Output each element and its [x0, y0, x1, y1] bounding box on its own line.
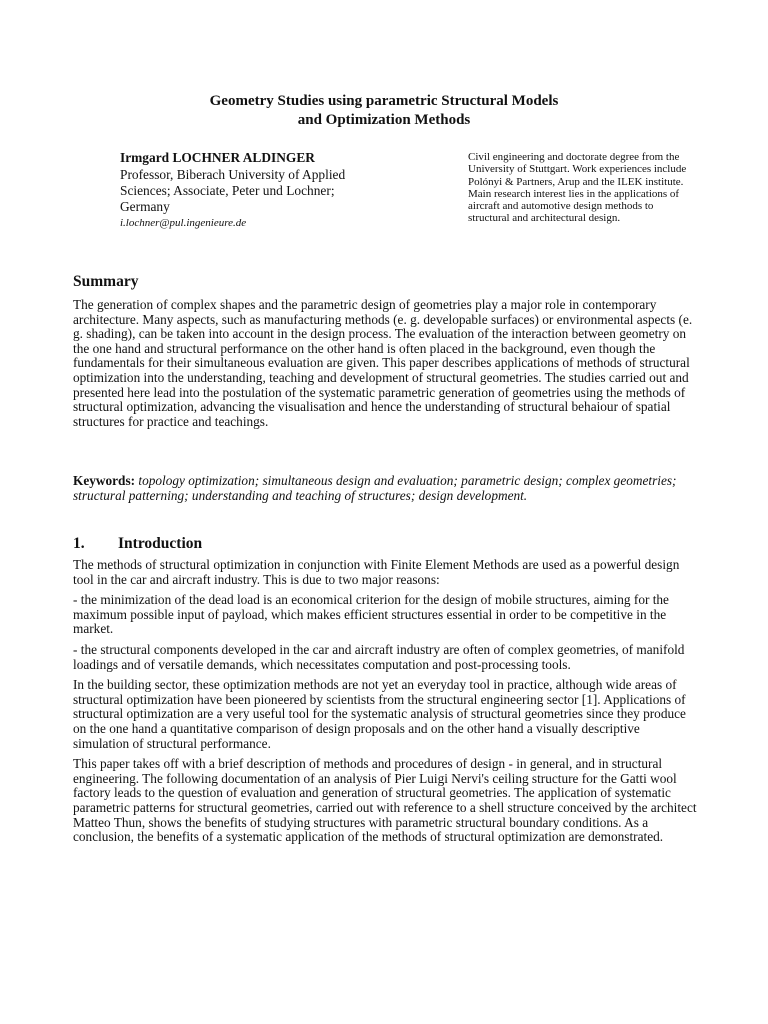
keywords	[73, 474, 697, 503]
paragraph: The methods of structural optimization in conjunction with Finite Element Methods are used as a powerful design tool in the car and aircraft industry. This is due to two major reasons:	[73, 557, 680, 587]
paper-title-line-2: and Optimization Methods	[297, 112, 471, 128]
author-block	[120, 150, 360, 231]
introduction-body	[73, 558, 697, 851]
summary-heading: Summary	[73, 273, 139, 290]
summary-text: The generation of complex shapes and the parametric design of geometries play a major role in contemporary architecture. Many aspects, such as manufacturing methods (e. g. developable surfaces) or environmental aspects (e. g. shading), can be taken into account in the design process. The evaluation of the interaction between geometry on the one hand and structural performance on the other hand is often placed in the background, even though the fundamentals for their simultaneous evaluation are given. This paper describes applications of methods of structural optimization into the understanding, teaching and development of structural geometries. The studies carried out and presented here lead into the postulation of the systematic parametric generation of geometries using the methods of structural optimization, advancing the visualisation and hence the understanding of structural behaiour of spatial structures for practice and teachings.	[73, 297, 693, 429]
paragraph: - the minimization of the dead load is an economical criterion for the design of mobile structures, aiming for the maximum possible input of payload, which makes efficient structures essential in order to be competitive in the market.	[73, 592, 669, 637]
keywords-label: Keywords:	[73, 473, 136, 488]
paragraph: In the building sector, these optimization methods are not yet an everyday tool in practice, although wide areas of structural optimization have been pioneered by scientists from the structural engineering sector [1]. Applications of structural optimization are a very useful tool for the systematic analysis of structural geometries since they produce on the one hand a quantitative comparison of design proposals and on the other hand a visually descriptive simulation of structural performance.	[73, 677, 686, 751]
section-title: Introduction	[118, 535, 203, 552]
keywords-list: topology optimization; simultaneous design and evaluation; parametric design; complex geometries; structural patterning; understanding and teaching of structures; design development.	[73, 473, 677, 503]
paper-title	[100, 92, 668, 130]
paper-title-line-1: Geometry Studies using parametric Structural Models	[209, 93, 559, 109]
introduction-heading	[73, 535, 202, 553]
author-email[interactable]: i.lochner@pul.ingenieure.de	[120, 217, 247, 229]
section-number: 1.	[73, 535, 85, 552]
paragraph: - the structural components developed in the car and aircraft industry are often of complex geometries, of manifold loadings and of versatile demands, which necessitates computation and post-processing tools.	[73, 641, 685, 672]
author-name: Irmgard LOCHNER ALDINGER	[120, 150, 315, 165]
author-affiliation: Professor, Biberach University of Applied Sciences; Associate, Peter und Lochner; Germany	[120, 167, 346, 214]
author-bio: Civil engineering and doctorate degree from the University of Stuttgart. Work experiences include Polónyi & Partners, Arup and the ILEK institute. Main research interest lies in the applications of aircraft and automotive design methods to structural and architectural design.	[468, 151, 687, 225]
paragraph: This paper takes off with a brief description of methods and procedures of design - in general, and in structural engineering. The following documentation of an analysis of Pier Luigi Nervi's ceiling structure for the Gatti wool factory leads to the question of evaluation and generation of structural geometries. The application of systematic parametric patterns for structural geometries, carried out with reference to a shell structure conceived by the architect Matteo Thun, shows the benefits of studying structures with parametric structural boundary conditions. As a conclusion, the benefits of a systematic application of the methods of structural optimization are demonstrated.	[73, 756, 697, 845]
